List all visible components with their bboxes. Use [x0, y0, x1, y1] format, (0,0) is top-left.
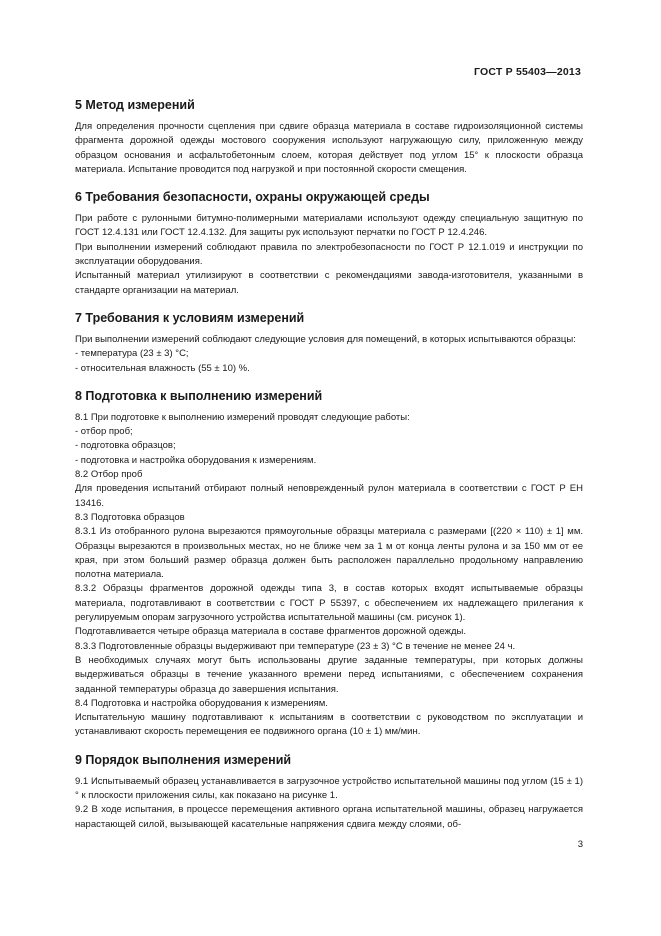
paragraph: Для определения прочности сцепления при сдвиге образца материала в составе гидроизоляционной системы фрагмента дорожной одежды мостового сооружения используют нагружающую силу, приложенную между образцом основания и асфальтобетонным слоем, которая действует под углом 15° к плоскости образца материала. Испытание проводится под нагрузкой и при постоянной скорости смещения. [75, 121, 583, 175]
section-6 [75, 189, 583, 298]
paragraph: В необходимых случаях могут быть использованы другие заданные температуры, при которых должны выдерживаться образцы в течение указанного времени перед испытаниями, с обеспечением сохранения заданной температуры образца до завершения испытания. [75, 654, 583, 695]
subsection-heading: 8.4 Подготовка и настройка оборудования к измерениям. [75, 697, 328, 709]
section-8 [75, 388, 583, 740]
section-7 [75, 310, 583, 376]
paragraph: 9.2 В ходе испытания, в процессе перемещения активного органа испытательной машины, образец нагружается нарастающей силой, вызывающей касательные напряжения сдвига между слоями, об- [75, 804, 583, 830]
section-heading: 9 Порядок выполнения измерений [75, 752, 292, 767]
paragraph: 8.1 При подготовке к выполнению измерений проводят следующие работы: [75, 411, 410, 423]
section-heading: 7 Требования к условиям измерений [75, 310, 305, 325]
subsection-heading: 8.3 Подготовка образцов [75, 511, 185, 523]
subsection-heading: 8.2 Отбор проб [75, 469, 143, 481]
paragraph: Для проведения испытаний отбирают полный неповрежденный рулон материала в соответствии с ГОСТ Р ЕН 13416. [75, 483, 583, 509]
standard-code: ГОСТ Р 55403—2013 [473, 66, 581, 78]
paragraph: 9.1 Испытываемый образец устанавливается в загрузочное устройство испытательной машины под углом (15 ± 1)° к плоскости приложения силы, как показано на рисунке 1. [75, 775, 583, 801]
list-item: - температура (23 ± 3) °C; [75, 348, 189, 360]
paragraph: Подготавливается четыре образца материала в составе фрагментов дорожной одежды. [75, 626, 467, 638]
section-heading: 8 Подготовка к выполнению измерений [75, 388, 323, 403]
paragraph: 8.3.3 Подготовленные образцы выдерживают при температуре (23 ± 3) °C в течение не менее 24 ч. [75, 640, 516, 652]
page-number: 3 [577, 839, 583, 850]
section-5 [75, 97, 583, 177]
paragraph: Испытанный материал утилизируют в соответствии с рекомендациями завода-изготовителя, указанными в стандарте организации на материал. [75, 270, 583, 296]
list-item: - относительная влажность (55 ± 10) %. [75, 362, 250, 374]
list-item: - подготовка образцов; [75, 440, 176, 452]
paragraph: Испытательную машину подготавливают к испытаниям в соответствии с руководством по эксплуатации и устанавливают скорость перемещения ее подвижного органа (10 ± 1) мм/мин. [75, 712, 583, 738]
paragraph: При работе с рулонными битумно-полимерными материалами используют одежду специальную защитную по ГОСТ 12.4.131 или ГОСТ 12.4.132. Для защиты рук используют перчатки по ГОСТ Р 12.4.246. [75, 213, 583, 239]
paragraph: При выполнении измерений соблюдают следующие условия для помещений, в которых испытываются образцы: [75, 333, 576, 345]
paragraph: При выполнении измерений соблюдают правила по электробезопасности по ГОСТ Р 12.1.019 и инструкции по эксплуатации оборудования. [75, 241, 583, 268]
list-item: - подготовка и настройка оборудования к измерениям. [75, 454, 317, 466]
paragraph: 8.3.2 Образцы фрагментов дорожной одежды типа 3, в состав которых входят испытываемые образцы материала, подготавливают в соответствии с ГОСТ Р 55397, с обеспечением их надлежащего прилегания к регулируемым опорам загрузочного устройства испытательной машины (см. рисунок 1). [75, 583, 583, 624]
paragraph: 8.3.1 Из отобранного рулона вырезаются прямоугольные образцы материала с размерами [(220 × 110) ± 1] мм. Образцы вырезаются в произвольных местах, но не ближе чем за 1 м от конца ленты рулона и за 150 мм от ее края, при этом больший размер образца должен быть расположен параллельно продольному направлению полотна материала. [75, 526, 583, 581]
document-body [75, 97, 583, 844]
section-heading: 5 Метод измерений [75, 98, 195, 112]
list-item: - отбор проб; [75, 426, 133, 438]
section-9 [75, 752, 583, 832]
section-heading: 6 Требования безопасности, охраны окружающей среды [75, 190, 430, 205]
